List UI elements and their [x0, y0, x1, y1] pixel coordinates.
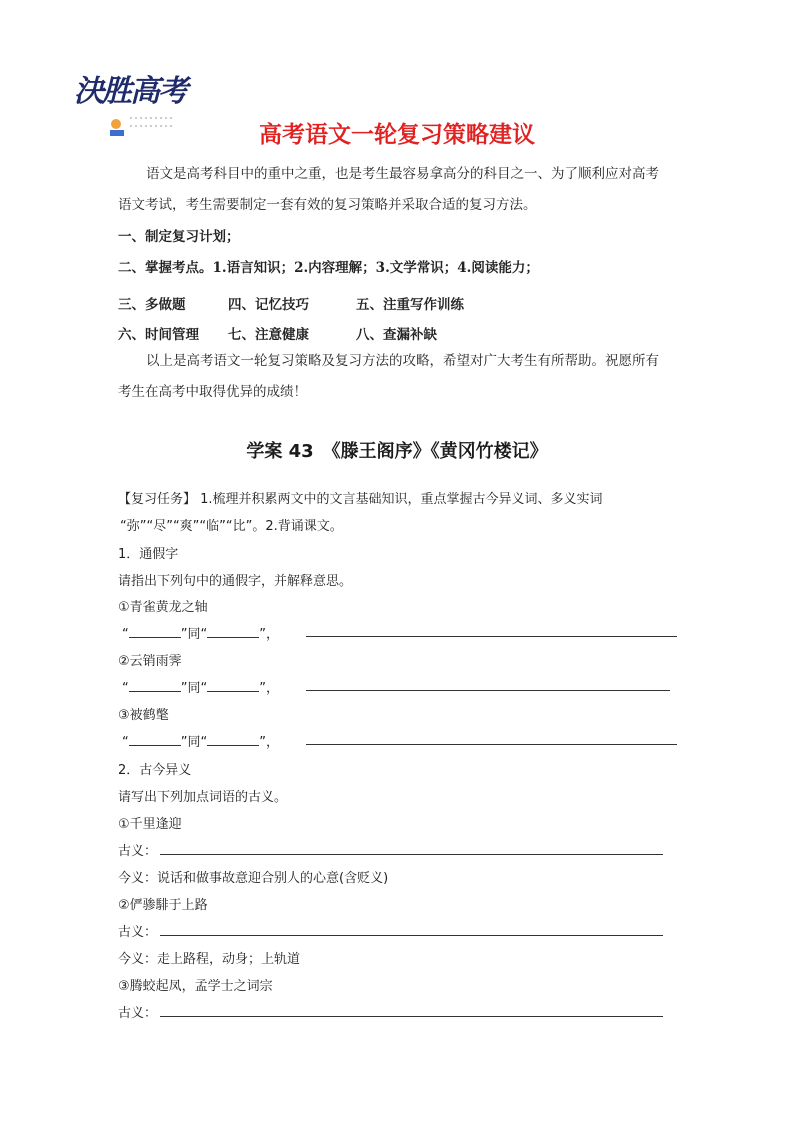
section2-heading: 2．古今异义	[118, 763, 192, 778]
gu-answer-line-1[interactable]	[160, 854, 663, 855]
gu-answer-line-2[interactable]	[160, 935, 663, 936]
blank-2b[interactable]	[207, 679, 259, 692]
tongjia-item-2: ②云销雨霁	[118, 654, 182, 669]
intro-line-1: 语文是高考科目中的重中之重，也是考生最容易拿高分的科目之一、为了顺利应对高考	[146, 166, 659, 182]
gu-label-2: 古义：	[118, 925, 158, 940]
blank-3b[interactable]	[207, 733, 259, 746]
section1-instruction: 请指出下列句中的通假字，并解释意思。	[118, 574, 353, 589]
tongjia-item-3: ③被鹤氅	[118, 708, 169, 723]
gujin-item-1: ①千里逢迎	[118, 817, 182, 832]
blank-2a[interactable]	[129, 679, 181, 692]
tongjia-item-1: ①青雀黄龙之轴	[118, 600, 208, 615]
intro-line-2: 语文考试，考生需要制定一套有效的复习策略并采取合适的复习方法。	[118, 197, 537, 213]
blank-1b[interactable]	[207, 625, 259, 638]
strategy-5: 五、注重写作训练	[356, 297, 464, 313]
gu-answer-line-3[interactable]	[160, 1016, 663, 1017]
strategy-1: 一、制定复习计划；	[118, 229, 240, 245]
strategy-4: 四、记忆技巧	[228, 297, 309, 313]
answer-line-3[interactable]	[306, 744, 677, 745]
page-title: 高考语文一轮复习策略建议	[259, 122, 535, 148]
gujin-item-2-jin: 今义：走上路程，动身；上轨道	[118, 952, 301, 967]
strategy-3: 三、多做题	[118, 297, 186, 313]
section2-instruction: 请写出下列加点词语的古义。	[118, 790, 288, 805]
blank-3a[interactable]	[129, 733, 181, 746]
section1-heading: 1．通假字	[118, 547, 179, 562]
fill-row-3: “ ”同“ ”，	[122, 735, 279, 750]
blank-1a[interactable]	[129, 625, 181, 638]
strategy-2: 二、掌握考点。1.语言知识；2.内容理解；3.文学常识；4.阅读能力；	[118, 260, 539, 276]
closing-line-2: 考生在高考中取得优异的成绩！	[118, 384, 307, 400]
gujin-item-3: ③腾蛟起凤，孟学士之词宗	[118, 979, 273, 994]
closing-line-1: 以上是高考语文一轮复习策略及复习方法的攻略，希望对广大考生有所帮助。祝愿所有	[146, 353, 659, 369]
strategy-8: 八、查漏补缺	[356, 327, 437, 343]
answer-line-1[interactable]	[306, 636, 677, 637]
gu-label-3: 古义：	[118, 1006, 158, 1021]
fill-row-2: “ ”同“ ”，	[122, 681, 279, 696]
gu-label-1: 古义：	[118, 844, 158, 859]
lesson-title: 学案 43 《滕王阁序》《黄冈竹楼记》	[246, 441, 548, 462]
logo-text: 決胜高考	[74, 74, 186, 109]
task-line-2: “弥”“尽”“爽”“临”“比”。2.背诵课文。	[120, 519, 343, 534]
strategy-7: 七、注意健康	[228, 327, 309, 343]
strategy-6: 六、时间管理	[118, 327, 199, 343]
fill-row-1: “ ”同“ ”，	[122, 627, 279, 642]
answer-line-2[interactable]	[306, 690, 670, 691]
gujin-item-1-jin: 今义：说话和做事故意迎合别人的心意(含贬义)	[118, 871, 389, 886]
gujin-item-2: ②俨骖騑于上路	[118, 898, 208, 913]
task-line-1: 【复习任务】 1.梳理并积累两文中的文言基础知识，重点掌握古今异义词、多义实词	[118, 492, 603, 507]
